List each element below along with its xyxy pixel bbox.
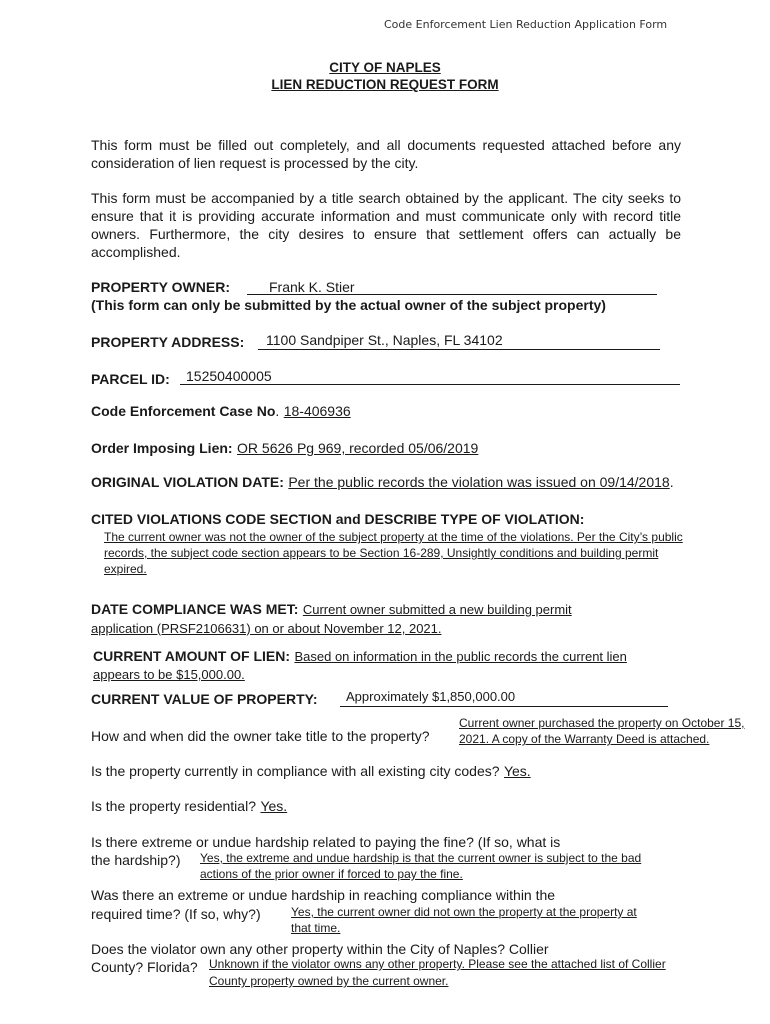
address-value[interactable]: 1100 Sandpiper St., Naples, FL 34102 bbox=[266, 332, 503, 348]
hardship-answer-line-2[interactable]: actions of the prior owner if forced to pay the fine. bbox=[200, 867, 463, 881]
compliance-label: DATE COMPLIANCE WAS MET: bbox=[91, 601, 299, 617]
reach-answer-line-2[interactable]: that time. bbox=[291, 921, 341, 935]
parcel-label: PARCEL ID: bbox=[91, 371, 170, 387]
other-property-answer-line-1[interactable]: Unknown if the violator owns any other property. Please see the attached list of Collier bbox=[209, 957, 666, 971]
orig-violation-end: . bbox=[669, 474, 674, 490]
title-answer-line-1[interactable]: Current owner purchased the property on October 15, bbox=[459, 716, 745, 730]
value-label: CURRENT VALUE OF PROPERTY: bbox=[91, 691, 318, 707]
compliance-question: Is the property currently in compliance with all existing city codes? bbox=[91, 763, 500, 779]
owner-label: PROPERTY OWNER: bbox=[91, 279, 230, 295]
lien-value-line-2[interactable]: appears to be $15,000.00. bbox=[93, 667, 245, 682]
case-row bbox=[91, 403, 351, 421]
compliance-row bbox=[91, 601, 572, 619]
value-underline bbox=[340, 706, 668, 707]
owner-note: (This form can only be submitted by the actual owner of the subject property) bbox=[91, 297, 606, 313]
other-property-question-line-1: Does the violator own any other property within the City of Naples? Collier bbox=[91, 941, 549, 957]
lien-row bbox=[93, 648, 627, 666]
lien-label: CURRENT AMOUNT OF LIEN: bbox=[93, 648, 291, 664]
address-underline bbox=[258, 349, 660, 350]
title-answer-line-2[interactable]: 2021. A copy of the Warranty Deed is attached. bbox=[459, 732, 710, 746]
parcel-underline bbox=[180, 384, 680, 385]
lien-value-line-1[interactable]: Based on information in the public records the current lien bbox=[294, 649, 627, 664]
other-property-question-line-2: County? Florida? bbox=[91, 959, 198, 975]
case-value[interactable]: 18-406936 bbox=[283, 403, 351, 419]
order-label: Order Imposing Lien: bbox=[91, 440, 233, 456]
compliance-value-line-1[interactable]: Current owner submitted a new building permit bbox=[302, 602, 572, 617]
hardship-answer-line-1[interactable]: Yes, the extreme and undue hardship is that the current owner is subject to the bad bbox=[200, 851, 642, 865]
compliance-answer[interactable]: Yes. bbox=[503, 763, 531, 779]
intro-paragraph-2: This form must be accompanied by a title search obtained by the applicant. The city seeks to ensure that it is providing accurate information and must communicate only with record title owners. Furthermore, the city desires to ensure that settlement offers can actually be accomplished. bbox=[91, 190, 681, 260]
order-row bbox=[91, 440, 478, 458]
residential-answer[interactable]: Yes. bbox=[260, 798, 288, 814]
reach-answer-line-1[interactable]: Yes, the current owner did not own the property at the property at bbox=[291, 905, 637, 919]
orig-violation-value[interactable]: Per the public records the violation was issued on 09/14/2018 bbox=[288, 474, 670, 490]
value-value[interactable]: Approximately $1,850,000.00 bbox=[346, 689, 516, 704]
hardship-question-line-1: Is there extreme or undue hardship related to paying the fine? (If so, what is bbox=[91, 834, 561, 850]
title-question: How and when did the owner take title to the property? bbox=[91, 728, 430, 744]
page-title-city: CITY OF NAPLES bbox=[329, 60, 441, 75]
cited-value-line-3[interactable]: expired. bbox=[104, 562, 147, 576]
cited-value-line-1[interactable]: The current owner was not the owner of the subject property at the time of the violations. Per the City’s public bbox=[104, 530, 683, 544]
compliance-question-row bbox=[91, 763, 531, 781]
cited-label: CITED VIOLATIONS CODE SECTION and DESCRIBE TYPE OF VIOLATION: bbox=[91, 511, 585, 527]
hardship-question-line-2: the hardship?) bbox=[91, 852, 181, 868]
compliance-value-line-2[interactable]: application (PRSF2106631) on or about November 12, 2021. bbox=[91, 621, 442, 636]
residential-question-row bbox=[91, 798, 287, 816]
case-dot: . bbox=[275, 403, 280, 419]
running-header: Code Enforcement Lien Reduction Application Form bbox=[384, 18, 668, 31]
case-label: Code Enforcement Case No bbox=[91, 403, 276, 419]
intro-paragraph-1: This form must be filled out completely, and all documents requested attached before any consideration of lien request is processed by the city. bbox=[91, 137, 681, 171]
parcel-value[interactable]: 15250400005 bbox=[186, 368, 272, 384]
reach-question-line-2: required time? (If so, why?) bbox=[91, 906, 261, 922]
owner-value[interactable]: Frank K. Stier bbox=[269, 279, 355, 295]
order-value[interactable]: OR 5626 Pg 969, recorded 05/06/2019 bbox=[237, 440, 479, 456]
orig-violation-row bbox=[91, 474, 674, 492]
reach-question-line-1: Was there an extreme or undue hardship in reaching compliance within the bbox=[91, 887, 556, 903]
address-label: PROPERTY ADDRESS: bbox=[91, 334, 245, 350]
orig-violation-label: ORIGINAL VIOLATION DATE: bbox=[91, 474, 284, 490]
cited-value-line-2[interactable]: records, the subject code section appears to be Section 16-289, Unsightly conditions and building permit bbox=[104, 546, 659, 560]
page-title-form: LIEN REDUCTION REQUEST FORM bbox=[271, 77, 499, 92]
residential-question: Is the property residential? bbox=[91, 798, 256, 814]
other-property-answer-line-2[interactable]: County property owned by the current owner. bbox=[209, 974, 449, 988]
